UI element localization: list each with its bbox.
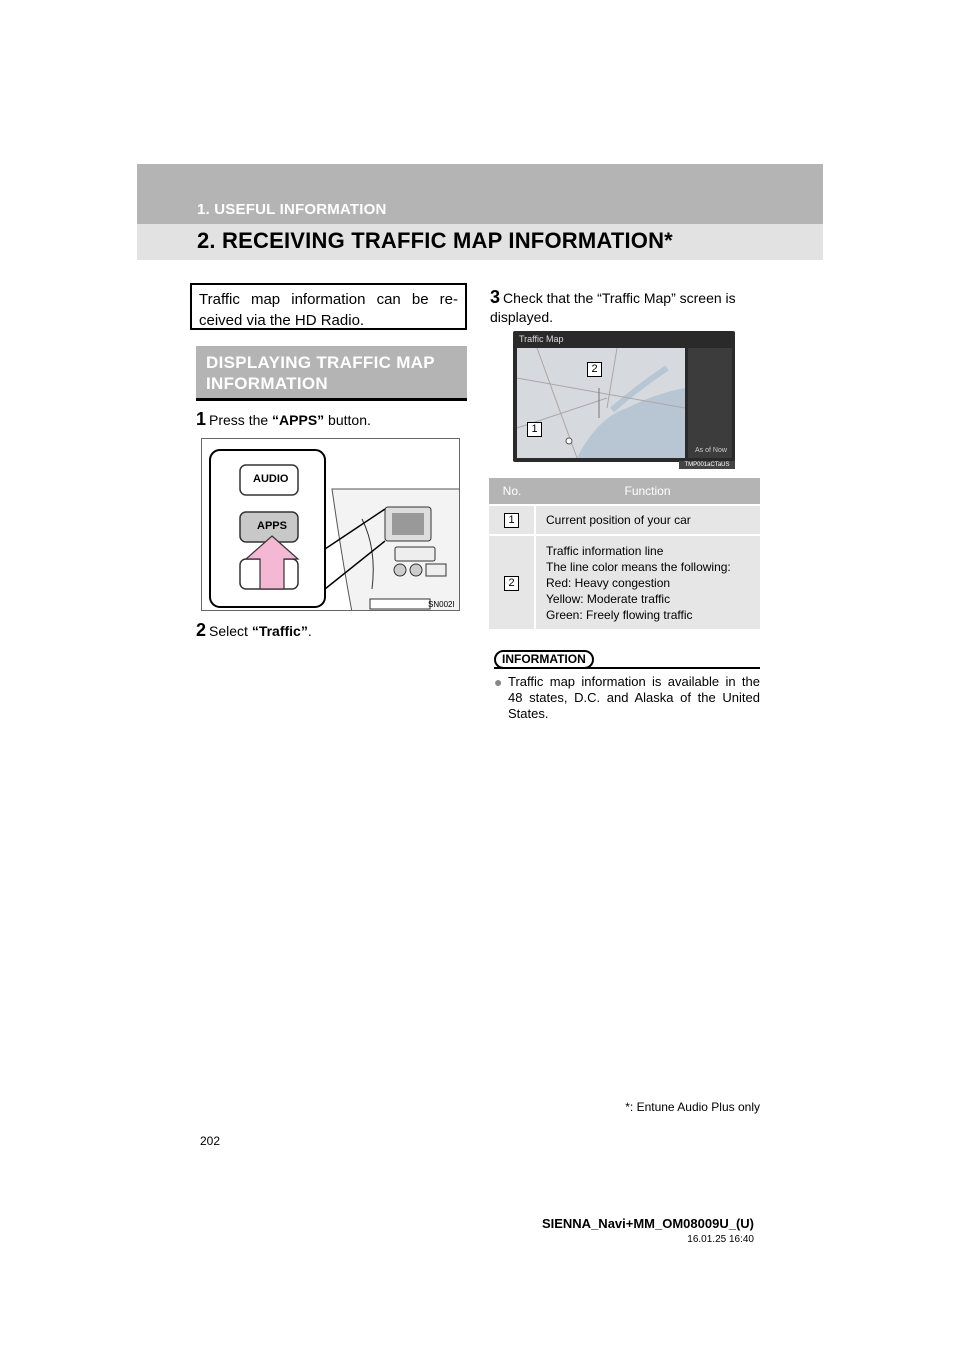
apps-button-illustration [201, 438, 460, 611]
table-row [489, 505, 760, 535]
information-rule [494, 667, 760, 669]
row-line: Yellow: Moderate traffic [546, 591, 671, 606]
step-number: 2 [196, 620, 207, 640]
screen-title: Traffic Map [519, 334, 564, 344]
traffic-map-screenshot [513, 331, 735, 468]
information-label: INFORMATION [494, 650, 594, 669]
subheading: DISPLAYING TRAFFIC MAP INFORMATION [196, 346, 467, 401]
step-3: 3 Check that the “Traffic Map” screen is displayed. [490, 287, 736, 325]
as-of-label: As of Now [695, 447, 727, 454]
document-id: SIENNA_Navi+MM_OM08009U_(U) [541, 1216, 754, 1231]
callout-2: 2 [587, 362, 602, 377]
information-text: Traffic map information is available in the 48 states, D.C. and Alaska of the United States. [508, 674, 760, 721]
illustration-code: SN002I [428, 600, 455, 609]
information-note [494, 674, 760, 722]
intro-box: Traffic map information can be re-ceived via the HD Radio. [190, 283, 467, 330]
step-1: 1 Press the “APPS” button. [196, 409, 371, 429]
row-number: 2 [504, 576, 519, 591]
bullet-icon: ● [494, 674, 503, 690]
row-line: Green: Freely flowing traffic [546, 607, 693, 622]
function-table [489, 478, 760, 629]
row-description: Current position of your car [546, 513, 691, 527]
section-label: 1. USEFUL INFORMATION [197, 201, 387, 218]
page-number: 202 [200, 1134, 221, 1148]
row-line: The line color means the following: [546, 559, 731, 574]
footnote: *: Entune Audio Plus only [625, 1100, 760, 1114]
row-line: Red: Heavy congestion [546, 575, 671, 590]
screen-frame [513, 331, 735, 462]
header-function: Function [535, 478, 760, 505]
document-date: 16.01.25 16:40 [687, 1234, 754, 1245]
step-2: 2 Select “Traffic”. [196, 620, 312, 640]
audio-button: AUDIO [253, 473, 289, 485]
page-title: 2. RECEIVING TRAFFIC MAP INFORMATION* [197, 228, 673, 253]
table-row [489, 535, 760, 629]
step-number: 3 [490, 287, 501, 307]
apps-button: APPS [257, 520, 287, 532]
row-number: 1 [504, 513, 519, 528]
callout-1: 1 [527, 422, 542, 437]
header-no: No. [489, 478, 535, 505]
map-side-panel [688, 348, 732, 458]
row-line: Traffic information line [546, 543, 664, 558]
step-number: 1 [196, 409, 207, 429]
image-code: TMP001aCTaUS [679, 461, 735, 469]
